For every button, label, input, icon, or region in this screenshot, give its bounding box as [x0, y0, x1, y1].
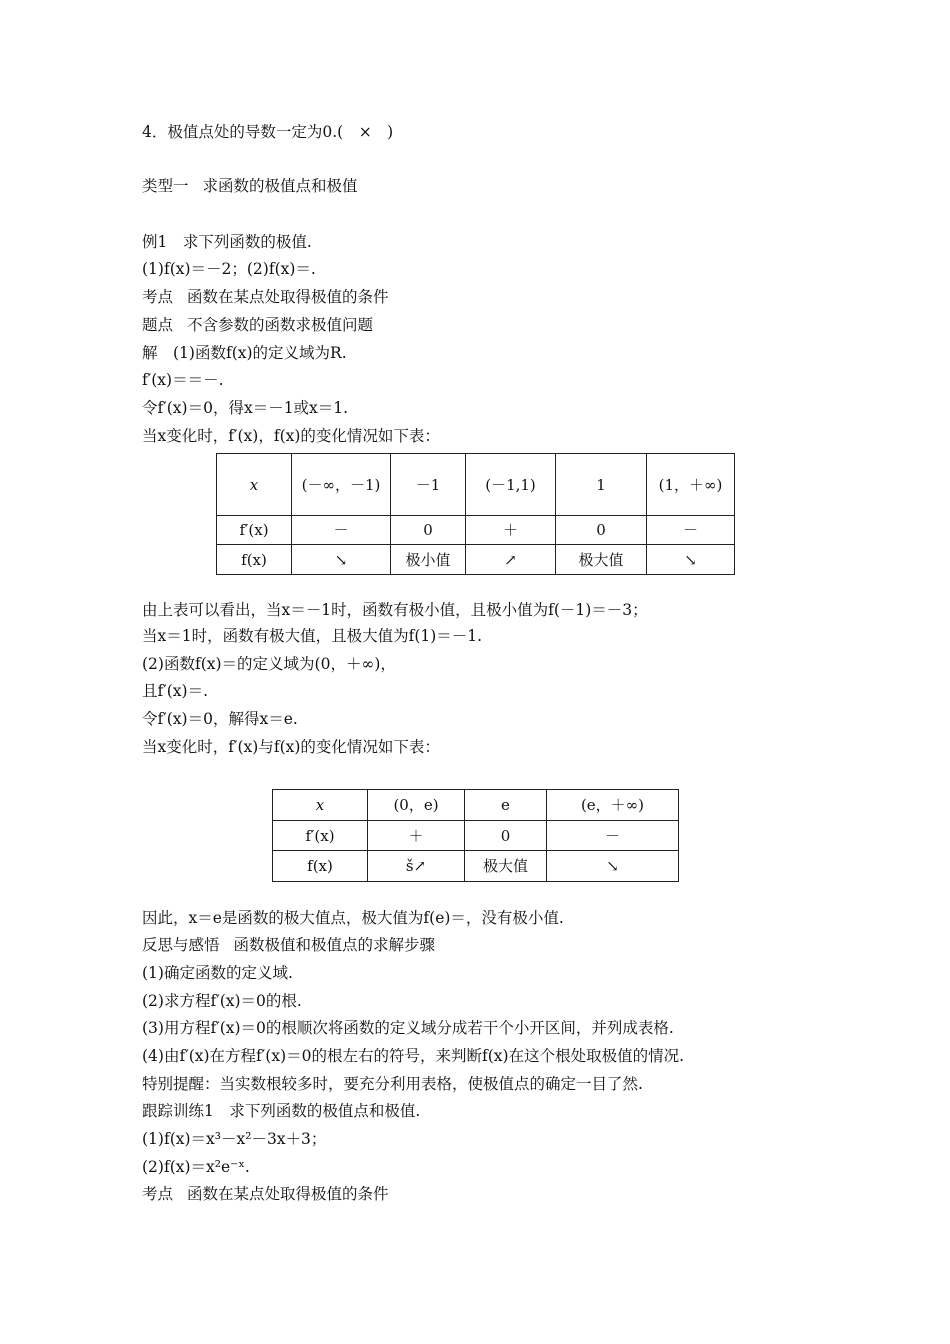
subtopic-line — [142, 315, 373, 335]
table-row — [273, 790, 679, 821]
variation-table-2 — [272, 789, 679, 882]
part2-domain: (2)函数f(x)＝的定义域为(0，＋∞)， — [142, 655, 396, 673]
table-cell: 极大值 — [556, 545, 647, 575]
table-cell: f(x) — [217, 545, 292, 575]
subtopic-text: 不含参数的函数求极值问题 — [187, 316, 374, 334]
part2-root: 令f′(x)＝0，解得x＝e. — [142, 710, 298, 728]
table-cell: ↗ — [466, 545, 556, 575]
table-cell: ＋ — [466, 516, 556, 545]
table-header-cell: (－1,1) — [466, 454, 556, 516]
table-header-cell: e — [465, 790, 547, 821]
table-cell: ↘ — [547, 851, 679, 882]
table-header-cell: －1 — [391, 454, 466, 516]
step-1: (1)确定函数的定义域. — [142, 964, 293, 982]
table1-intro: 当x变化时，f′(x)，f(x)的变化情况如下表： — [142, 427, 440, 445]
table-row — [217, 516, 735, 545]
part2-derivative: 且f′(x)＝. — [142, 682, 209, 700]
part2-conclusion: 因此，x＝e是函数的极大值点，极大值为f(e)＝，没有极小值. — [142, 909, 564, 927]
step-4: (4)由f′(x)在方程f′(x)＝0的根左右的符号，来判断f(x)在这个根处取极值的情况. — [142, 1047, 685, 1065]
table-header-cell: (1，＋∞) — [647, 454, 735, 516]
reflection-heading — [142, 935, 435, 955]
table-header-cell: x — [217, 454, 292, 516]
table-row — [273, 851, 679, 882]
topic-text: 函数在某点处取得极值的条件 — [187, 1185, 389, 1203]
step-3: (3)用方程f′(x)＝0的根顺次将函数的定义域分成若干个小开区间，并列成表格. — [142, 1019, 674, 1037]
table-cell: š↗ — [368, 851, 465, 882]
roots-line: 令f′(x)＝0，得x＝－1或x＝1. — [142, 399, 349, 417]
table2-intro: 当x变化时，f′(x)与f(x)的变化情况如下表： — [142, 738, 440, 756]
table-cell: f′(x) — [273, 821, 368, 851]
step-2: (2)求方程f′(x)＝0的根. — [142, 992, 302, 1010]
topic-line — [142, 287, 389, 307]
table-cell: － — [547, 821, 679, 851]
practice-title: 跟踪训练1 求下列函数的极值点和极值. — [142, 1102, 421, 1120]
reflection-title: 函数极值和极值点的求解步骤 — [233, 936, 436, 954]
conclusion-max: 当x＝1时，函数有极大值，且极大值为f(1)＝－1. — [142, 627, 483, 645]
section-heading — [142, 176, 358, 196]
subtopic-label: 题点 — [142, 316, 174, 334]
table-cell: ↘ — [292, 545, 391, 575]
table-cell: f(x) — [273, 851, 368, 882]
table-header-cell: (－∞，－1) — [292, 454, 391, 516]
table-header-cell: (e，＋∞) — [547, 790, 679, 821]
section-title: 求函数的极值点和极值 — [202, 177, 358, 195]
table-cell: 0 — [556, 516, 647, 545]
table-header-cell: (0，e) — [368, 790, 465, 821]
example-parts: (1)f(x)＝－2；(2)f(x)＝. — [142, 260, 316, 278]
table-cell: ↘ — [647, 545, 735, 575]
table-cell: － — [647, 516, 735, 545]
table-header-cell: x — [273, 790, 368, 821]
example-title: 例1 求下列函数的极值. — [142, 233, 312, 251]
reflection-label: 反思与感悟 — [142, 936, 220, 954]
table-cell: 0 — [391, 516, 466, 545]
table-row — [273, 821, 679, 851]
table-cell: ＋ — [368, 821, 465, 851]
table-cell: － — [292, 516, 391, 545]
table-header-cell: 1 — [556, 454, 647, 516]
conclusion-min: 由上表可以看出，当x＝－1时，函数有极小值，且极小值为f(－1)＝－3； — [142, 601, 648, 619]
table-cell: 极大值 — [465, 851, 547, 882]
variation-table-1 — [216, 453, 735, 575]
table-cell: 0 — [465, 821, 547, 851]
topic-text: 函数在某点处取得极值的条件 — [187, 288, 389, 306]
solution-start: 解 (1)函数f(x)的定义域为R. — [142, 344, 347, 362]
table-cell: f′(x) — [217, 516, 292, 545]
table-row — [217, 454, 735, 516]
topic-label: 考点 — [142, 1185, 174, 1203]
practice-topic — [142, 1184, 389, 1204]
practice-part-2: (2)f(x)＝x²e⁻ˣ. — [142, 1158, 250, 1176]
section-label: 类型一 — [142, 177, 189, 195]
practice-part-1: (1)f(x)＝x³－x²－3x＋3； — [142, 1130, 327, 1148]
table-cell: 极小值 — [391, 545, 466, 575]
special-reminder: 特别提醒：当实数根较多时，要充分利用表格，使极值点的确定一目了然. — [142, 1075, 643, 1093]
topic-label: 考点 — [142, 288, 174, 306]
derivative-line: f′(x)＝＝－. — [142, 371, 224, 389]
line-4-statement: 4．极值点处的导数一定为0.( × ) — [142, 123, 394, 141]
table-row — [217, 545, 735, 575]
